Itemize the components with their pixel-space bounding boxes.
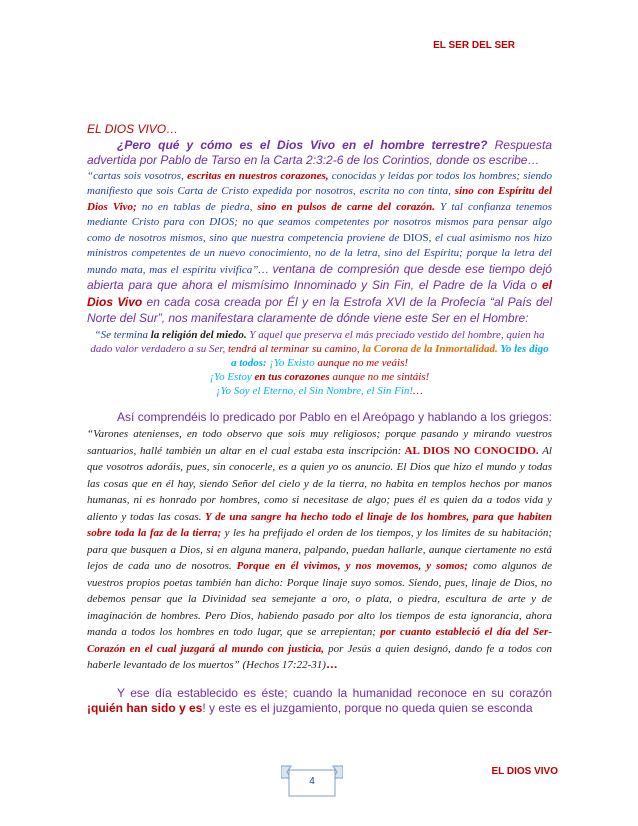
- stanza-text: tendrá al terminar su camino,: [225, 342, 360, 355]
- paragraph-2: [87, 410, 552, 674]
- page-body: [87, 122, 552, 717]
- acts-quote: por Jesús a quien designó, dando fe a todos con haberle levantado de los muertos” (Hechos 17:22-31): [87, 642, 552, 671]
- prophecy-stanza: [87, 328, 552, 398]
- stanza-text: aunque no me veáis!: [314, 356, 409, 369]
- commentary-emphasis: el Dios Vivo: [87, 278, 552, 309]
- quote-emphasis: sino con Espíritu del Dios Vivo;: [87, 185, 552, 213]
- stanza-emphasis: en tus corazones: [251, 370, 330, 383]
- stanza-emphasis: Yo les digo a todos:: [230, 342, 549, 369]
- page-number: 4: [309, 776, 315, 787]
- page-number-badge: [281, 762, 343, 800]
- spacer: [87, 398, 552, 410]
- stanza-text: ¡Yo Soy el Eterno, el Sin Nombre, el Sin Fin!: [216, 384, 414, 397]
- quote-part: “cartas sois vosotros,: [87, 169, 184, 182]
- paragraph-1: [87, 138, 552, 169]
- quote-part: no en tablas de piedra,: [136, 200, 253, 213]
- quote-emphasis: escritas en nuestros corazones,: [183, 169, 329, 182]
- stanza-text: ¡Yo Estoy: [209, 370, 252, 383]
- quote-part: Y tal confianza tenemos mediante Cristo para con DIOS; no que seamos competentes por nosotros mismos para pensar algo como de nosotros mismos, sino que nuestra competencia proviene de: [87, 200, 552, 244]
- question-text: ¿Pero qué y cómo es el Dios Vivo en el hombre terrestre?: [117, 137, 488, 152]
- acts-quote: “Varones atenienses, en todo observo que sois muy religiosos; porque pasando y mirando vuestros santuarios, hallé también un altar en el cual estaba esta inscripción:: [87, 428, 552, 457]
- stanza-text: …: [413, 384, 423, 397]
- paragraph-3: [87, 686, 552, 717]
- acts-emphasis: Porque en él vivimos, y nos movemos, y somos;: [231, 560, 468, 572]
- quote-part: el cual asimismo nos hizo ministros competentes de un nuevo conocimiento, no de la letra, sino del Espíritu; porque la letra del mundo mata, mas el espíritu vivifica”…: [87, 231, 552, 276]
- stanza-text: Y aquel que preserva el más preciado vestido del hombre, quien ha dado valor verdadero a su Ser,: [90, 328, 545, 355]
- quote-emphasis: sino en pulsos de carne del corazón.: [252, 200, 436, 213]
- corinthians-quote: [87, 169, 552, 328]
- acts-emphasis: AL DIOS NO CONOCIDO.: [401, 444, 539, 457]
- paragraph-text: Y ese día establecido es éste; cuando la humanidad reconoce en su corazón: [117, 685, 552, 700]
- stanza-line-3: [87, 384, 552, 398]
- commentary: ventana de compresión que desde ese tiempo dejó abierta para que ahora el mismísimo Innominado y Sin Fin, el Padre de la Vida o: [87, 261, 552, 292]
- paragraph-emphasis: ¡quién han sido y es: [87, 701, 203, 715]
- quote-part: DIOS,: [399, 231, 432, 244]
- stanza-emphasis: la Corona de la Inmortalidad.: [359, 342, 498, 355]
- answer-text: Respuesta advertida por Pablo de Tarso en la Carta 2:3:2-6 de los Corintios, donde os escribe…: [87, 137, 552, 167]
- acts-emphasis: por cuanto estableció el día del Ser-Corazón en el cual juzgará al mundo con justicia,: [87, 626, 552, 655]
- acts-quote: como algunos de vuestros propios poetas también han dicho: Porque linaje suyo somos. Siendo, pues, linaje de Dios, no debemos pensar que la Divinidad sea semejante a oro, o plata, o piedra, escultura de arte y de imaginación de hombres. Pero Dios, habiendo pasado por alto los tiempos de esta ignorancia, ahora manda a todos los hombres en todo lugar, que se arrepientan;: [87, 560, 552, 638]
- stanza-line-1: [87, 328, 552, 370]
- running-header: EL SER DEL SER: [433, 40, 515, 51]
- stanza-text: ¡Yo Existo: [266, 356, 315, 369]
- stanza-text: aunque no me sintáis!: [329, 370, 430, 383]
- acts-ellipsis: …: [325, 657, 338, 671]
- quote-part: conocidas y leídas por todos los hombres; siendo manifiesto que sois Carta de Cristo expedida por nosotros, escrita no con tinta,: [87, 169, 553, 197]
- stanza-line-2: [87, 370, 552, 384]
- stanza-text: “Se termina: [94, 328, 151, 341]
- paragraph-text: ! y este es el juzgamiento, porque no queda quien se esconda: [202, 701, 533, 715]
- stanza-emphasis: la religión del miedo.: [150, 328, 247, 341]
- paragraph-text: Así comprendéis lo predicado por Pablo en el Areópago y hablando a los griegos:: [117, 409, 552, 424]
- section-heading: EL DIOS VIVO…: [87, 122, 179, 136]
- spacer: [87, 674, 552, 686]
- running-footer: EL DIOS VIVO: [491, 766, 558, 777]
- acts-quote: y les ha prefijado el orden de los tiempos, y los límites de su habitación; para que busquen a Dios, si en alguna manera, palpando, puedan hallarle, aunque ciertamente no está lejos de cada uno de nosotros.: [87, 527, 552, 572]
- commentary: en cada cosa creada por Él y en la Estrofa XVI de la Profecía “al País del Norte del Sur”, nos manifestara claramente de dónde viene este Ser en el Hombre:: [87, 294, 552, 325]
- acts-emphasis: Y de una sangre ha hecho todo el linaje de los hombres, para que habiten sobre toda la faz de la tierra;: [87, 510, 552, 539]
- acts-quote: Al que vosotros adoráis, pues, sin conocerle, es a quien yo os anuncio. El Dios que hizo el mundo y todas las cosas que en él hay, siendo Señor del cielo y de la tierra, no habita en templos hechos por manos humanas, ni es honrado por hombres, como si necesitase de algo; pues él es quien da a todos vida y aliento y todas las cosas.: [87, 444, 552, 523]
